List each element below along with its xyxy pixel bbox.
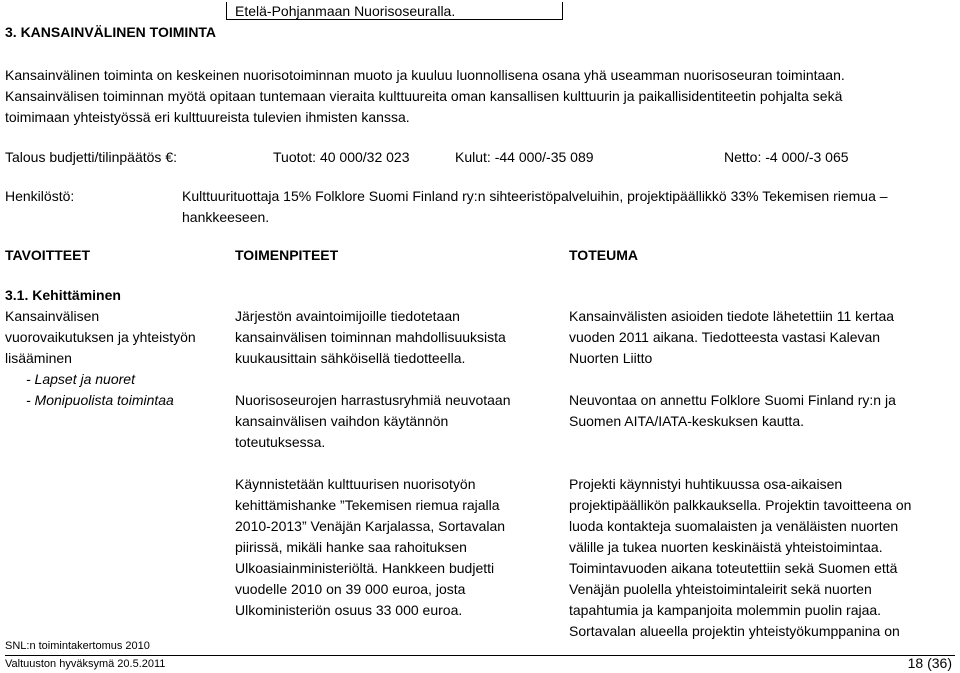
result-line: Sortavalan alueella projektin yhteistyökumppanina on — [569, 623, 900, 639]
goal-heading: 3.1. Kehittäminen — [5, 287, 121, 303]
results-column — [569, 306, 911, 642]
footer-rule — [5, 655, 955, 656]
result-line: Suomen AITA/IATA-keskuksen kautta. — [569, 413, 804, 429]
action-line: kehittämishanke ”Tekemisen riemua rajalla — [235, 497, 500, 513]
result-line: vuoden 2011 aikana. Tiedotteesta vastasi Kalevan — [569, 329, 881, 345]
result-line: tapahtumia ja kampanjoita molemmin puolin rajaa. — [569, 602, 882, 618]
action-line: piirissä, mikäli hanke saa rahoituksen — [235, 539, 467, 555]
budget-income: Tuotot: 40 000/32 023 — [273, 149, 410, 165]
action-line: kansainvälisen toiminnan mahdollisuuksista — [235, 329, 506, 345]
staff-description — [182, 186, 888, 228]
staff-line: hankkeeseen. — [182, 209, 270, 225]
result-line: Kansainvälisten asioiden tiedote lähetettiin 11 kertaa — [569, 308, 895, 324]
result-line: Venäjän puolella yhteistoimintaleirit sekä nuorten — [569, 581, 872, 597]
footer-approval: Valtuuston hyväksymä 20.5.2011 — [5, 658, 166, 670]
actions-column — [235, 306, 510, 621]
header-rule — [227, 19, 562, 20]
action-line: Nuorisoseurojen harrastusryhmiä neuvotaan — [235, 392, 511, 408]
action-line: toteutuksessa. — [235, 434, 326, 450]
action-line: vuodelle 2010 on 39 000 euroa, josta — [235, 581, 466, 597]
column-heading-goals: TAVOITTEET — [5, 247, 91, 263]
staff-label: Henkilöstö: — [5, 188, 75, 204]
result-line: Neuvontaa on annettu Folklore Suomi Finland ry:n ja — [569, 392, 896, 408]
goal-line: Kansainvälisen — [5, 308, 100, 324]
action-line: kuukausittain sähköisellä tiedotteella. — [235, 350, 466, 366]
action-line: Käynnistetään kulttuurisen nuorisotyön — [235, 476, 476, 492]
result-line: Projekti käynnistyi huhtikuussa osa-aikaisen — [569, 476, 843, 492]
intro-paragraph — [5, 65, 845, 128]
intro-line: toimimaan yhteistyössä eri kulttuureista tulevien ihmisten kanssa. — [5, 109, 410, 125]
action-line: Järjestön avaintoimijoille tiedotetaan — [235, 308, 460, 324]
footer-doc-name: SNL:n toimintakertomus 2010 — [5, 640, 150, 652]
budget-net: Netto: -4 000/-3 065 — [724, 149, 849, 165]
action-line: Ulkoasiainministeriöltä. Hankkeen budjetti — [235, 560, 495, 576]
goals-column — [5, 285, 196, 411]
organization-name: Etelä-Pohjanmaan Nuorisoseuralla. — [235, 3, 456, 19]
goal-line: lisääminen — [5, 350, 72, 366]
column-heading-results: TOTEUMA — [569, 247, 638, 263]
goal-bullet: - Lapset ja nuoret — [26, 371, 135, 387]
goal-bullet: - Monipuolista toimintaa — [26, 392, 174, 408]
header-divider-left — [226, 2, 227, 20]
action-line: Ulkoministeriön osuus 33 000 euroa. — [235, 602, 463, 618]
result-line: projektipäällikön palkkauksella. Projektin tavoitteena on — [569, 497, 912, 513]
section-title: 3. KANSAINVÄLINEN TOIMINTA — [5, 24, 217, 40]
staff-line: Kulttuurituottaja 15% Folklore Suomi Finland ry:n sihteeristöpalveluihin, projektipäällikkö 33% Tekemisen riemua – — [182, 188, 888, 204]
goal-line: vuorovaikutuksen ja yhteistyön — [5, 329, 196, 345]
budget-label: Talous budjetti/tilinpäätös €: — [5, 149, 177, 165]
intro-line: Kansainvälisen toiminnan myötä opitaan tuntemaan vieraita kulttuureita oman kansallisen kulttuurin ja paikallisidentiteetin pohjalta sekä — [5, 88, 843, 104]
action-line: 2010-2013” Venäjän Karjalassa, Sortavalan — [235, 518, 506, 534]
header-divider-right — [562, 2, 563, 20]
column-heading-actions: TOIMENPITEET — [235, 247, 339, 263]
result-line: Toimintavuoden aikana toteutettiin sekä Suomen että — [569, 560, 898, 576]
page-number: 18 (36) — [907, 655, 952, 671]
result-line: Nuorten Liitto — [569, 350, 653, 366]
result-line: luoda kontakteja suomalaisten ja venäläisten nuorten — [569, 518, 899, 534]
intro-line: Kansainvälinen toiminta on keskeinen nuorisotoiminnan muoto ja kuuluu luonnollisena osana yhä useamman nuorisoseuran toimintaan. — [5, 67, 845, 83]
action-line: kansainvälisen vaihdon käytännön — [235, 413, 449, 429]
result-line: välille ja tukea nuorten keskinäistä yhteistoimintaa. — [569, 539, 883, 555]
budget-costs: Kulut: -44 000/-35 089 — [455, 149, 594, 165]
